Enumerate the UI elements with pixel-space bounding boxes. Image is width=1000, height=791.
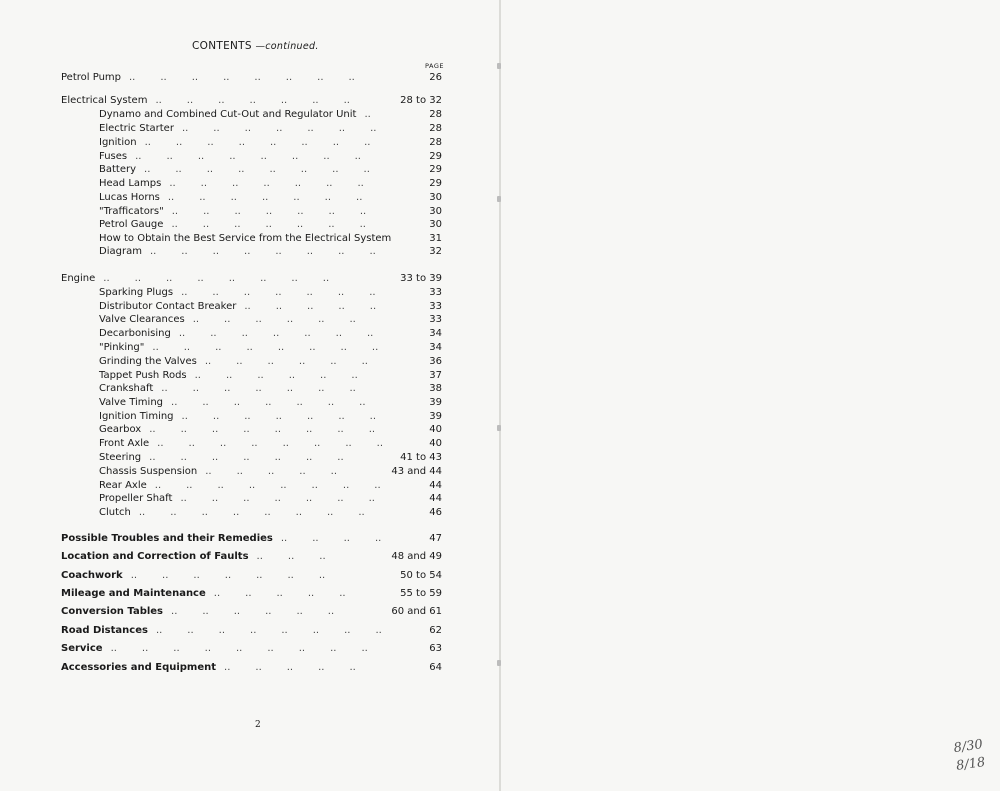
entry-label: Tappet Push Rods bbox=[99, 370, 187, 381]
entry-label: Possible Troubles and their Remedies bbox=[61, 533, 273, 544]
entry-label: Conversion Tables bbox=[61, 606, 164, 617]
entry-page-number: 33 bbox=[429, 287, 442, 298]
leader-dots: .. .. .. .. .. .. .. bbox=[169, 178, 364, 189]
leader-dots: .. .. .. .. .. bbox=[205, 466, 338, 477]
entry-page-number: 47 bbox=[429, 533, 442, 544]
entry-page-number: 29 bbox=[429, 151, 442, 162]
entry-label: Coachwork bbox=[61, 570, 123, 581]
leader-dots: .. .. .. .. .. .. .. .. bbox=[152, 342, 379, 353]
entry-page-number: 55 to 59 bbox=[400, 588, 442, 599]
leader-dots: .. .. .. .. .. .. .. .. bbox=[157, 438, 384, 449]
entry-label: Diagram bbox=[99, 246, 142, 257]
entry-page-number: 33 to 39 bbox=[400, 273, 442, 284]
leader-dots: .. .. .. .. .. .. .. .. bbox=[135, 151, 361, 162]
entry-label: Accessories and Equipment bbox=[61, 662, 217, 673]
leader-dots: .. .. .. .. .. .. .. .. bbox=[144, 137, 371, 148]
leader-dots: .. .. .. .. .. bbox=[213, 588, 346, 599]
leader-dots: .. .. .. .. .. .. bbox=[194, 370, 358, 381]
leader-dots: .. .. .. .. .. .. .. bbox=[178, 328, 374, 339]
leader-dots: .. .. .. .. .. .. .. bbox=[171, 219, 366, 230]
entry-page-number: 44 bbox=[429, 480, 442, 491]
entry-page-number: 29 bbox=[429, 164, 442, 175]
entry-page-number: 28 bbox=[429, 123, 442, 134]
entry-label: Rear Axle bbox=[99, 480, 147, 491]
entry-page-number: 37 bbox=[429, 370, 442, 381]
page-number: 2 bbox=[255, 720, 261, 730]
entry-label: Distributor Contact Breaker bbox=[99, 301, 237, 312]
entry-page-number: 40 bbox=[429, 438, 442, 449]
entry-label: Gearbox bbox=[99, 424, 142, 435]
leader-dots: .. .. .. .. .. .. .. .. bbox=[154, 480, 381, 491]
entry-label: Front Axle bbox=[99, 438, 150, 449]
entry-page-number: 26 bbox=[429, 72, 442, 83]
leader-dots: .. .. .. .. .. .. .. .. bbox=[144, 164, 370, 175]
leader-dots: .. .. .. .. .. .. .. .. bbox=[149, 424, 376, 435]
entry-label: Engine bbox=[61, 273, 96, 284]
leader-dots: .. .. .. .. .. .. .. bbox=[181, 411, 377, 422]
entry-page-number: 33 bbox=[429, 314, 442, 325]
leader-dots: .. .. .. .. .. .. .. bbox=[149, 452, 344, 463]
leader-dots: .. .. .. .. .. .. .. .. .. bbox=[110, 643, 368, 654]
handwritten-line: 8/30 bbox=[952, 737, 984, 757]
entry-label: Lucas Horns bbox=[99, 192, 160, 203]
leader-dots: .. .. .. .. .. bbox=[244, 301, 377, 312]
entry-label: Dynamo and Combined Cut-Out and Regulator Unit bbox=[99, 109, 357, 120]
entry-label: Steering bbox=[99, 452, 142, 463]
entry-label: Fuses bbox=[99, 151, 128, 162]
leader-dots: .. .. .. .. .. bbox=[224, 662, 356, 673]
entry-label: Ignition Timing bbox=[99, 411, 174, 422]
leader-dots: .. .. .. .. .. .. .. bbox=[167, 192, 363, 203]
entry-page-number: 44 bbox=[429, 493, 442, 504]
leader-dots: .. .. .. .. .. .. .. .. bbox=[129, 72, 355, 83]
entry-page-number: 39 bbox=[429, 397, 442, 408]
entry-label: Location and Correction of Faults bbox=[61, 551, 249, 562]
entry-page-number: 34 bbox=[429, 342, 442, 353]
entry-label: Electrical System bbox=[61, 95, 148, 106]
entry-page-number: 38 bbox=[429, 383, 442, 394]
entry-label: Petrol Pump bbox=[61, 72, 121, 83]
entry-page-number: 30 bbox=[429, 206, 442, 217]
entry-page-number: 34 bbox=[429, 328, 442, 339]
leader-dots: .. bbox=[364, 109, 371, 120]
entry-label: Service bbox=[61, 643, 103, 654]
entry-label: Sparking Plugs bbox=[99, 287, 174, 298]
leader-dots: .. .. .. .. .. .. .. .. bbox=[149, 246, 376, 257]
leader-dots: .. .. .. .. .. .. .. bbox=[161, 383, 356, 394]
handwritten-note bbox=[953, 736, 987, 776]
leader-dots: .. .. .. .. .. .. .. bbox=[171, 397, 366, 408]
entry-label: Ignition bbox=[99, 137, 137, 148]
entry-label: Decarbonising bbox=[99, 328, 171, 339]
entry-page-number: 36 bbox=[429, 356, 442, 367]
entry-label: Propeller Shaft bbox=[99, 493, 173, 504]
entry-page-number: 28 bbox=[429, 137, 442, 148]
entry-label: Petrol Gauge bbox=[99, 219, 164, 230]
entry-page-number: 60 and 61 bbox=[391, 606, 442, 617]
leader-dots: .. .. .. .. .. .. bbox=[192, 314, 356, 325]
entry-page-number: 30 bbox=[429, 219, 442, 230]
leader-dots: .. .. .. .. .. .. bbox=[204, 356, 368, 367]
entry-page-number: 40 bbox=[429, 424, 442, 435]
entry-page-number: 63 bbox=[429, 643, 442, 654]
entry-page-number: 32 bbox=[429, 246, 442, 257]
entry-label: Mileage and Maintenance bbox=[61, 588, 206, 599]
entry-label: Crankshaft bbox=[99, 383, 154, 394]
entry-label: Chassis Suspension bbox=[99, 466, 198, 477]
entry-label: Clutch bbox=[99, 507, 131, 518]
leader-dots: .. .. .. .. .. .. .. .. bbox=[138, 507, 365, 518]
entry-page-number: 43 and 44 bbox=[391, 466, 442, 477]
leader-dots: .. .. .. .. .. .. .. bbox=[181, 287, 376, 298]
entry-page-number: 41 to 43 bbox=[400, 452, 442, 463]
index-page bbox=[501, 0, 1000, 791]
entry-page-number: 62 bbox=[429, 625, 442, 636]
entry-page-number: 31 bbox=[429, 233, 442, 244]
leader-dots: .. .. .. bbox=[256, 551, 326, 562]
contents-title bbox=[192, 40, 319, 52]
entry-page-number: 46 bbox=[429, 507, 442, 518]
entry-page-number: 29 bbox=[429, 178, 442, 189]
entry-label: Grinding the Valves bbox=[99, 356, 197, 367]
leader-dots: .. .. .. .. bbox=[280, 533, 382, 544]
entry-label: Valve Clearances bbox=[99, 314, 185, 325]
leader-dots: .. .. .. .. .. .. .. bbox=[130, 570, 326, 581]
leader-dots: .. .. .. .. .. .. .. bbox=[171, 206, 367, 217]
leader-dots: .. .. .. .. .. .. .. .. bbox=[155, 625, 382, 636]
entry-label: Electric Starter bbox=[99, 123, 174, 134]
entry-page-number: 50 to 54 bbox=[400, 570, 442, 581]
entry-label: How to Obtain the Best Service from the Electrical System bbox=[99, 233, 392, 244]
entry-label: Head Lamps bbox=[99, 178, 162, 189]
entry-label: Valve Timing bbox=[99, 397, 164, 408]
leader-dots: .. .. .. .. .. .. bbox=[171, 606, 335, 617]
leader-dots: .. .. .. .. .. .. .. bbox=[180, 493, 375, 504]
leader-dots: .. .. .. .. .. .. .. bbox=[181, 123, 377, 134]
entry-label: "Pinking" bbox=[99, 342, 145, 353]
leader-dots: .. .. .. .. .. .. .. .. bbox=[103, 273, 330, 284]
entry-page-number: 64 bbox=[429, 662, 442, 673]
handwritten-line: 8/18 bbox=[955, 754, 987, 774]
entry-page-number: 48 and 49 bbox=[391, 551, 442, 562]
entry-label: Battery bbox=[99, 164, 137, 175]
entry-page-number: 28 bbox=[429, 109, 442, 120]
entry-page-number: 39 bbox=[429, 411, 442, 422]
contents-title-suffix: —continued. bbox=[255, 41, 319, 52]
leader-dots: .. .. .. .. .. .. .. bbox=[155, 95, 350, 106]
entry-label: "Trafficators" bbox=[99, 206, 164, 217]
page-column-header: PAGE bbox=[425, 62, 444, 70]
contents-title-text: CONTENTS bbox=[192, 40, 252, 52]
entry-page-number: 30 bbox=[429, 192, 442, 203]
entry-label: Road Distances bbox=[61, 625, 148, 636]
entry-page-number: 33 bbox=[429, 301, 442, 312]
entry-page-number: 28 to 32 bbox=[400, 95, 442, 106]
contents-page bbox=[0, 0, 499, 791]
